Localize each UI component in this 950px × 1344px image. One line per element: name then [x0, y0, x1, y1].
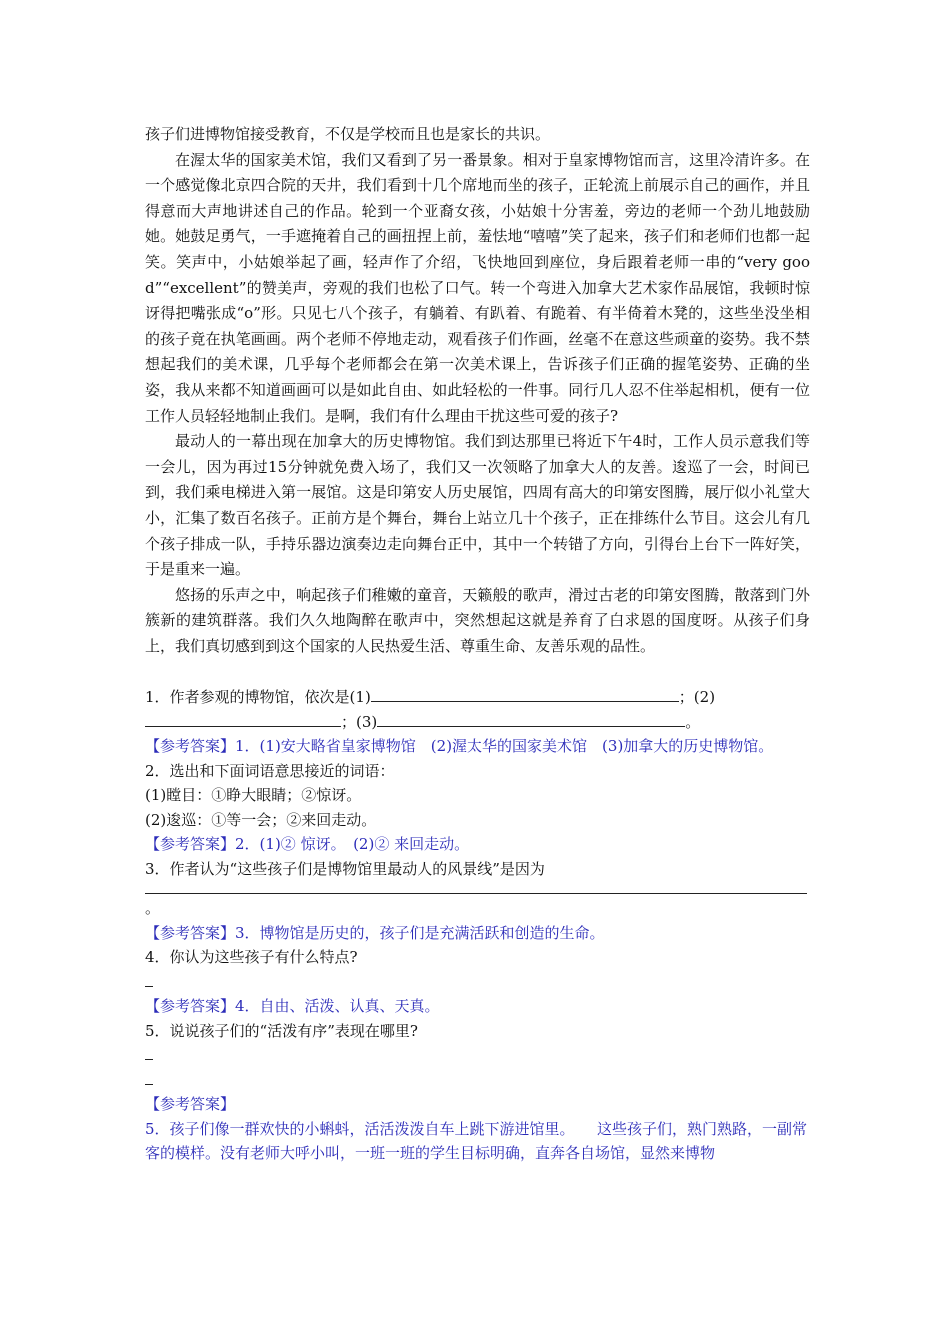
passage-paragraph-2: 最动人的一幕出现在加拿大的历史博物馆。我们到达那里已将近下午4时，工作人员示意我们等一会儿，因为再过15分钟就免费入场了，我们又一次领略了加拿大人的友善。逡巡了一会，时间已到，我们乘电梯进入第一展馆。这是印第安人历史展馆，四周有高大的印第安图腾，展厅似小礼堂大小，汇集了数百名孩子。正前方是个舞台，舞台上站立几十个孩子，正在排练什么节目。这会儿有几个孩子排成一队，手持乐器边演奏边走向舞台正中，其中一个转错了方向，引得台上台下一阵好笑，于是重来一遍。 [145, 432, 810, 579]
answer-1 [145, 734, 810, 759]
answer-dash-5a [145, 1045, 153, 1060]
answer-1-tag: 【参考答案】 [145, 737, 236, 756]
answer-2 [145, 832, 810, 857]
answer-blank-1[interactable] [371, 685, 679, 702]
question-1-sep-2: ；(2) [678, 688, 716, 707]
answer-2-text: 2．(1)② 惊讶。 (2)② 来回走动。 [235, 835, 470, 854]
answer-4-text: 4．自由、活泼、认真、天真。 [235, 997, 440, 1016]
question-3-end: 。 [145, 899, 161, 918]
question-1-line-2 [145, 710, 810, 735]
question-2: 2．选出和下面词语意思接近的词语： [145, 761, 395, 780]
answer-3 [145, 921, 810, 946]
answer-blank-3[interactable] [377, 710, 685, 727]
answer-line-5b[interactable] [145, 1068, 810, 1093]
question-1-end: 。 [685, 712, 701, 731]
document-page [145, 122, 810, 1166]
question-1-text: 1．作者参观的博物馆，依次是(1) [145, 688, 371, 707]
answer-3-text: 3．博物馆是历史的，孩子们是充满活跃和创造的生命。 [235, 923, 605, 942]
answer-5-tag: 【参考答案】 [145, 1095, 236, 1114]
question-1-sep-3: ；(3) [341, 712, 378, 731]
passage-paragraph-0: 孩子们进博物馆接受教育，不仅是学校而且也是家长的共识。 [145, 125, 551, 143]
answer-4-tag: 【参考答案】 [145, 997, 236, 1016]
question-2-item-2: (2)逡巡：①等一会；②来回走动。 [145, 810, 377, 829]
answer-line-3[interactable] [145, 881, 807, 894]
section-gap [145, 659, 810, 685]
answer-dash-4 [145, 972, 153, 987]
question-3: 3．作者认为“这些孩子们是博物馆里最动人的风景线”是因为 [145, 859, 545, 878]
answer-2-tag: 【参考答案】 [145, 835, 236, 854]
answer-5: 5．孩子们像一群欢快的小蝌蚪，活活泼泼自车上跳下游进馆里。 这些孩子们，熟门熟路，一副常客的模样。没有老师大呼小叫，一班一班的学生目标明确，直奔各自场馆，显然来博物 [145, 1119, 808, 1163]
answer-line-4[interactable] [145, 970, 810, 995]
answer-line-5a[interactable] [145, 1043, 810, 1068]
answer-blank-2[interactable] [145, 710, 341, 727]
passage-paragraph-3: 悠扬的乐声之中，响起孩子们稚嫩的童音，天籁般的歌声，滑过古老的印第安图腾，散落到门外簇新的建筑群落。我们久久地陶醉在歌声中，突然想起这就是养育了白求恩的国度呀。从孩子们身上，我们真切感到到这个国家的人民热爱生活、尊重生命、友善乐观的品性。 [145, 585, 810, 655]
answer-dash-5b [145, 1070, 153, 1085]
question-4: 4．你认为这些孩子有什么特点? [145, 948, 358, 967]
answer-3-tag: 【参考答案】 [145, 923, 236, 942]
answer-4 [145, 994, 810, 1019]
question-5: 5．说说孩子们的“活泼有序”表现在哪里? [145, 1021, 418, 1040]
question-2-item-1: (1)瞠目：①睁大眼睛；②惊讶。 [145, 786, 362, 805]
answer-1-text: 1．(1)安大略省皇家博物馆 (2)渥太华的国家美术馆 (3)加拿大的历史博物馆。 [235, 737, 774, 756]
question-1 [145, 685, 810, 710]
passage-paragraph-1: 在渥太华的国家美术馆，我们又看到了另一番景象。相对于皇家博物馆而言，这里冷清许多。在一个感觉像北京四合院的天井，我们看到十几个席地而坐的孩子，正轮流上前展示自己的画作，并且得意而大声地讲述自己的作品。轮到一个亚裔女孩，小姑娘十分害羞，旁边的老师一个劲儿地鼓励她。她鼓足勇气，一手遮掩着自己的画扭捏上前，羞怯地“嘻嘻”笑了起来，孩子们和老师们也都一起笑。笑声中，小姑娘举起了画，轻声作了介绍，飞快地回到座位，身后跟着老师一串的“very good”“excellent”的赞美声，旁观的我们也松了口气。转一个弯进入加拿大艺术家作品展馆，我顿时惊讶得把嘴张成“o”形。只见七八个孩子，有躺着、有趴着、有跪着、有半倚着木凳的，这些坐没坐相的孩子竟在执笔画画。两个老师不停地走动，观看孩子们作画，丝毫不在意这些顽童的姿势。我不禁想起我们的美术课，几乎每个老师都会在第一次美术课上，告诉孩子们正确的握笔姿势、正确的坐姿，我从来都不知道画画可以是如此自由、如此轻松的一件事。同行几人忍不住举起相机，便有一位工作人员轻轻地制止我们。是啊，我们有什么理由干扰这些可爱的孩子? [145, 150, 810, 425]
